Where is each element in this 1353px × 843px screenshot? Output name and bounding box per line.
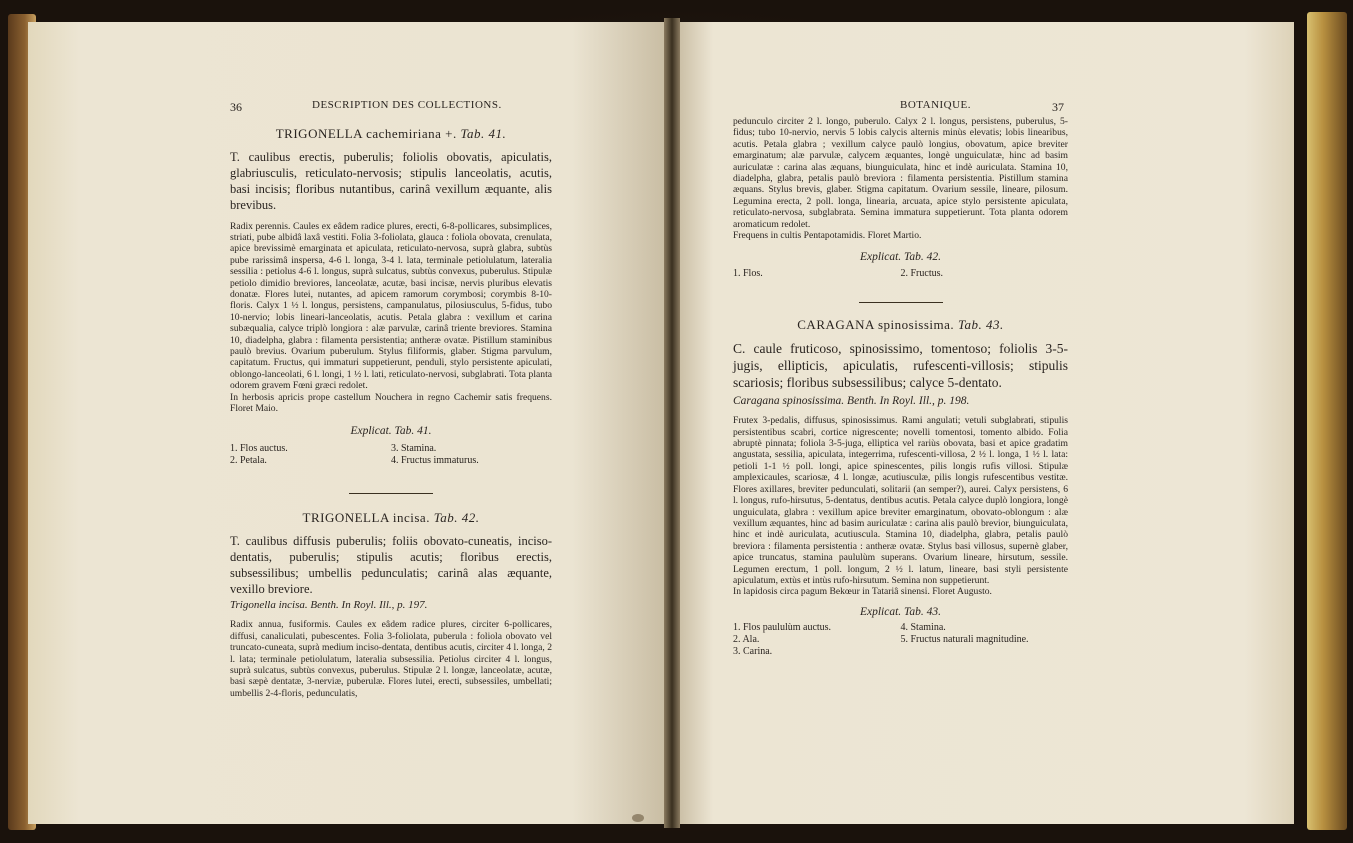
running-head-right: BOTANIQUE. <box>900 99 972 111</box>
explicat-tab-41: Explicat. Tab. 41. <box>350 424 432 437</box>
legend-item: 4. Stamina. <box>900 622 946 634</box>
entry-title-trigonella-incisa: TRIGONELLA incisa. Tab. 42. <box>302 510 480 526</box>
book-page-edges-right <box>1307 12 1347 830</box>
legend-item: 1. Flos paululùm auctus. <box>733 622 832 634</box>
habitat-trigonella-cachemiriana: In herbosis apricis prope castellum Nouchera in regno Cachemir satis frequens. Floret Maio. <box>230 391 552 415</box>
diagnosis-trigonella-cachemiriana: T. caulibus erectis, puberulis; foliolis obovatis, apiculatis, glabriusculis, reticulato-nervosis; stipulis lanceolatis, acutis, basi incisis; floribus nutantibus, carinâ vexillum æquante, alis brevibus. <box>230 149 552 212</box>
figure-legend-tab-43 <box>733 622 1068 658</box>
library-stamp-icon <box>632 814 644 822</box>
legend-item: 2. Petala. <box>230 455 267 467</box>
figure-legend-tab-41 <box>230 443 552 467</box>
description-trigonella-incisa: Radix annua, fusiformis. Caules ex eâdem radice plures, circiter 6-pollicares, diffusi, canaliculati, pubescentes. Folia 3-foliolata, puberula : foliola obovato vel truncato-cuneata, suprà medium inciso-dentata, dentibus acutis, circiter 4 l. longa, 2 l. lata; terminale petiolulatum, lateralia subsessilia. Petiolus circiter 4 l. longus, suprà sulcatus, subtùs convexus, puberulus. Stipulæ 2 l. longæ, lanceolatæ, acutæ, basi sæpè dentatæ, 3-nerviæ, puberulæ. Flores lutei, erecti, subsessiles, umbellati; umbellis 2-4-floris, pedunculatis, <box>230 619 552 699</box>
diagnosis-caragana-spinosissima: C. caule fruticoso, spinosissimo, tomentoso; foliolis 3-5-jugis, ellipticis, apiculatis, rufescenti-villosis; stipulis scariosis; floribus subsessilibus; calyce 5-dentato. <box>733 340 1068 390</box>
habitat-caragana-spinosissima: In lapidosis circa pagum Bekœur in Tatariâ sinensi. Floret Augusto. <box>733 586 992 598</box>
legend-item: 3. Carina. <box>733 646 773 658</box>
running-head-left: DESCRIPTION DES COLLECTIONS. <box>312 99 502 111</box>
legend-item: 4. Fructus immaturus. <box>391 455 479 467</box>
description-caragana-spinosissima: Frutex 3-pedalis, diffusus, spinosissimus. Rami angulati; vetuli subglabrati, stipulis persistentibus scabri, cortice nigrescente; novelli tomentosi, tomento albido. Folia abruptè pinnata; foliola 3-5-juga, elliptica vel rariùs obovata, basi et apice gradatim angustata, sessilia, apiculata, integerrima, rufescenti-villosa, 2 ½ l. longa, 1 ½ l. lata: petioli 1-1 ½ poll. longi, apice spinescentes, pilis longis rufis villosi. Stipulæ amplexicaules, scariosæ, 4 l. longæ, acutiusculæ, pilis longis rufescentibus vestitæ. Flores axillares, breviter pedunculati, solitarii (an semper?), aurei. Calyx persistens, 6 l. longus, rufo-hirsutus, 5-dentatus, dentibus acutis. Petala calyce duplò longiora, longè unguiculata, glabra : vexillum apice breviter emarginatum, obovato-oblongum : alæ vexillum æquantes, hinc ad basim auriculatæ : carina alis paulò brevior, biunguiculata, hinc et indè auriculata, acutiuscula. Stamina 10, diadelpha, glabra, petalis paulò breviora : filamenta persistentia : antheræ ovatæ. Stylus basi villosus, supernè glaber, apice truncatus, stamina paululùm superans. Ovarium lineare, hirsutum, sessile. Legumen erectum, 1 poll. longum, 2 ½ l. latum, lineare, basi styli persistente apiculatum, extùs et intùs rufo-hirsutum. Semina non suppetierunt. <box>733 415 1068 586</box>
legend-item: 1. Flos auctus. <box>230 443 288 455</box>
legend-item: 3. Stamina. <box>391 443 437 455</box>
legend-item: 1. Flos. <box>733 268 763 280</box>
legend-item: 5. Fructus naturali magnitudine. <box>900 634 1029 646</box>
description-trigonella-cachemiriana: Radix perennis. Caules ex eâdem radice plures, erecti, 6-8-pollicares, subsimplices, striati, pube albidâ laxâ vestiti. Folia 3-foliolata, glauca : foliola obovata, crenulata, apice brevissimè emarginata et apiculata, reticulato-nervosa, suprà glabra, subtùs pube rarissimâ inspersa, 4-6 l. longa, 3-4 l. lata, terminale petiolulatum, lateralia sessilia : petiolus 4-6 l. longus, suprà sulcatus, subtùs convexus, puberulus. Stipulæ petiolo dimidio breviores, lanceolatæ, acutæ, basi incisæ, nervis pluribus elevatis donatæ. Flores lutei, nutantes, ad apicem ramorum corymbosi; corymbis 8-10-floris. Calyx 1 ½ l. longus, persistens, campanulatus, pilosiusculus, 5-fidus, tubo 10-nervio; lobis lineari-lanceolatis, acutis. Petala glabra : vexillum et carina subæqualia, calyce triplò longiora : alæ parvulæ, carinâ triente breviores. Stamina 10, diadelpha, glabra : filamenta persistentia; antheræ ovatæ. Pistillum staminibus paulò brevius. Ovarium puberulum. Stylus filiformis, glaber. Stigma parvulum, capitatum. Fructus, qui immaturi suppetierunt, penduli, stylo persistente apiculati, oblongo-lanceolati, 6 l. longi, 1 ½ l. lati, reticulato-nervosi, subglabrati. Tota planta odorem gravem Fœni græci redolet. <box>230 220 552 392</box>
section-divider <box>349 493 433 494</box>
page-number-right: 37 <box>1052 100 1064 114</box>
entry-title-caragana-spinosissima: CARAGANA spinosissima. Tab. 43. <box>797 317 1004 333</box>
right-column <box>733 116 1068 658</box>
left-column <box>230 128 552 699</box>
legend-item: 2. Ala. <box>733 634 760 646</box>
section-divider <box>859 302 943 303</box>
book-gutter <box>664 18 680 828</box>
legend-item: 2. Fructus. <box>900 268 943 280</box>
figure-legend-tab-42 <box>733 268 1068 280</box>
entry-title-trigonella-cachemiriana: TRIGONELLA cachemiriana +. Tab. 41. <box>275 126 507 141</box>
synonym-caragana-spinosissima: Caragana spinosissima. Benth. In Royl. Ill., p. 198. <box>733 394 970 407</box>
habitat-trigonella-incisa: Frequens in cultis Pentapotamidis. Floret Martio. <box>733 230 922 242</box>
page-number-left: 36 <box>230 100 242 114</box>
diagnosis-trigonella-incisa: T. caulibus diffusis puberulis; foliis obovato-cuneatis, inciso-dentatis, puberulis; stipulis acutis; floribus erectis, subsessilibus; umbellis pedunculatis; carinâ alas æquante, vexillo breviore. <box>230 533 552 596</box>
explicat-tab-42: Explicat. Tab. 42. <box>859 251 942 264</box>
description-trigonella-incisa-continued: pedunculo circiter 2 l. longo, puberulo. Calyx 2 l. longus, persistens, puberulus, 5-fidus; tubo 10-nervio, nervis 5 lobis calycis alternis minùs elevatis; lobis linearibus, acutis. Petala glabra ; vexillum calyce paulò longius, obovatum, apice breviter emarginatum; alæ parvulæ, calycem æquantes, longè unguiculatæ, hinc ad basim auriculatæ : carina alas æquans, biunguiculata, hinc et indè auriculata. Stamina 10, diadelpha, glabra, petalis paulò breviora : filamenta persistentia. Pistillum stamina æquans. Stylus brevis, glaber. Stigma capitatum. Ovarium sessile, lineare, pilosum. Legumina erecta, 2 poll. longa, linearia, arcuata, apice stylo persistente apiculata, reticulato-nervosa, subglabrata. Semina immatura suppetierunt. Tota planta odorem aromaticum redolet. <box>733 116 1068 230</box>
explicat-tab-43: Explicat. Tab. 43. <box>859 605 942 618</box>
synonym-trigonella-incisa: Trigonella incisa. Benth. In Royl. Ill., p. 197. <box>230 598 428 611</box>
